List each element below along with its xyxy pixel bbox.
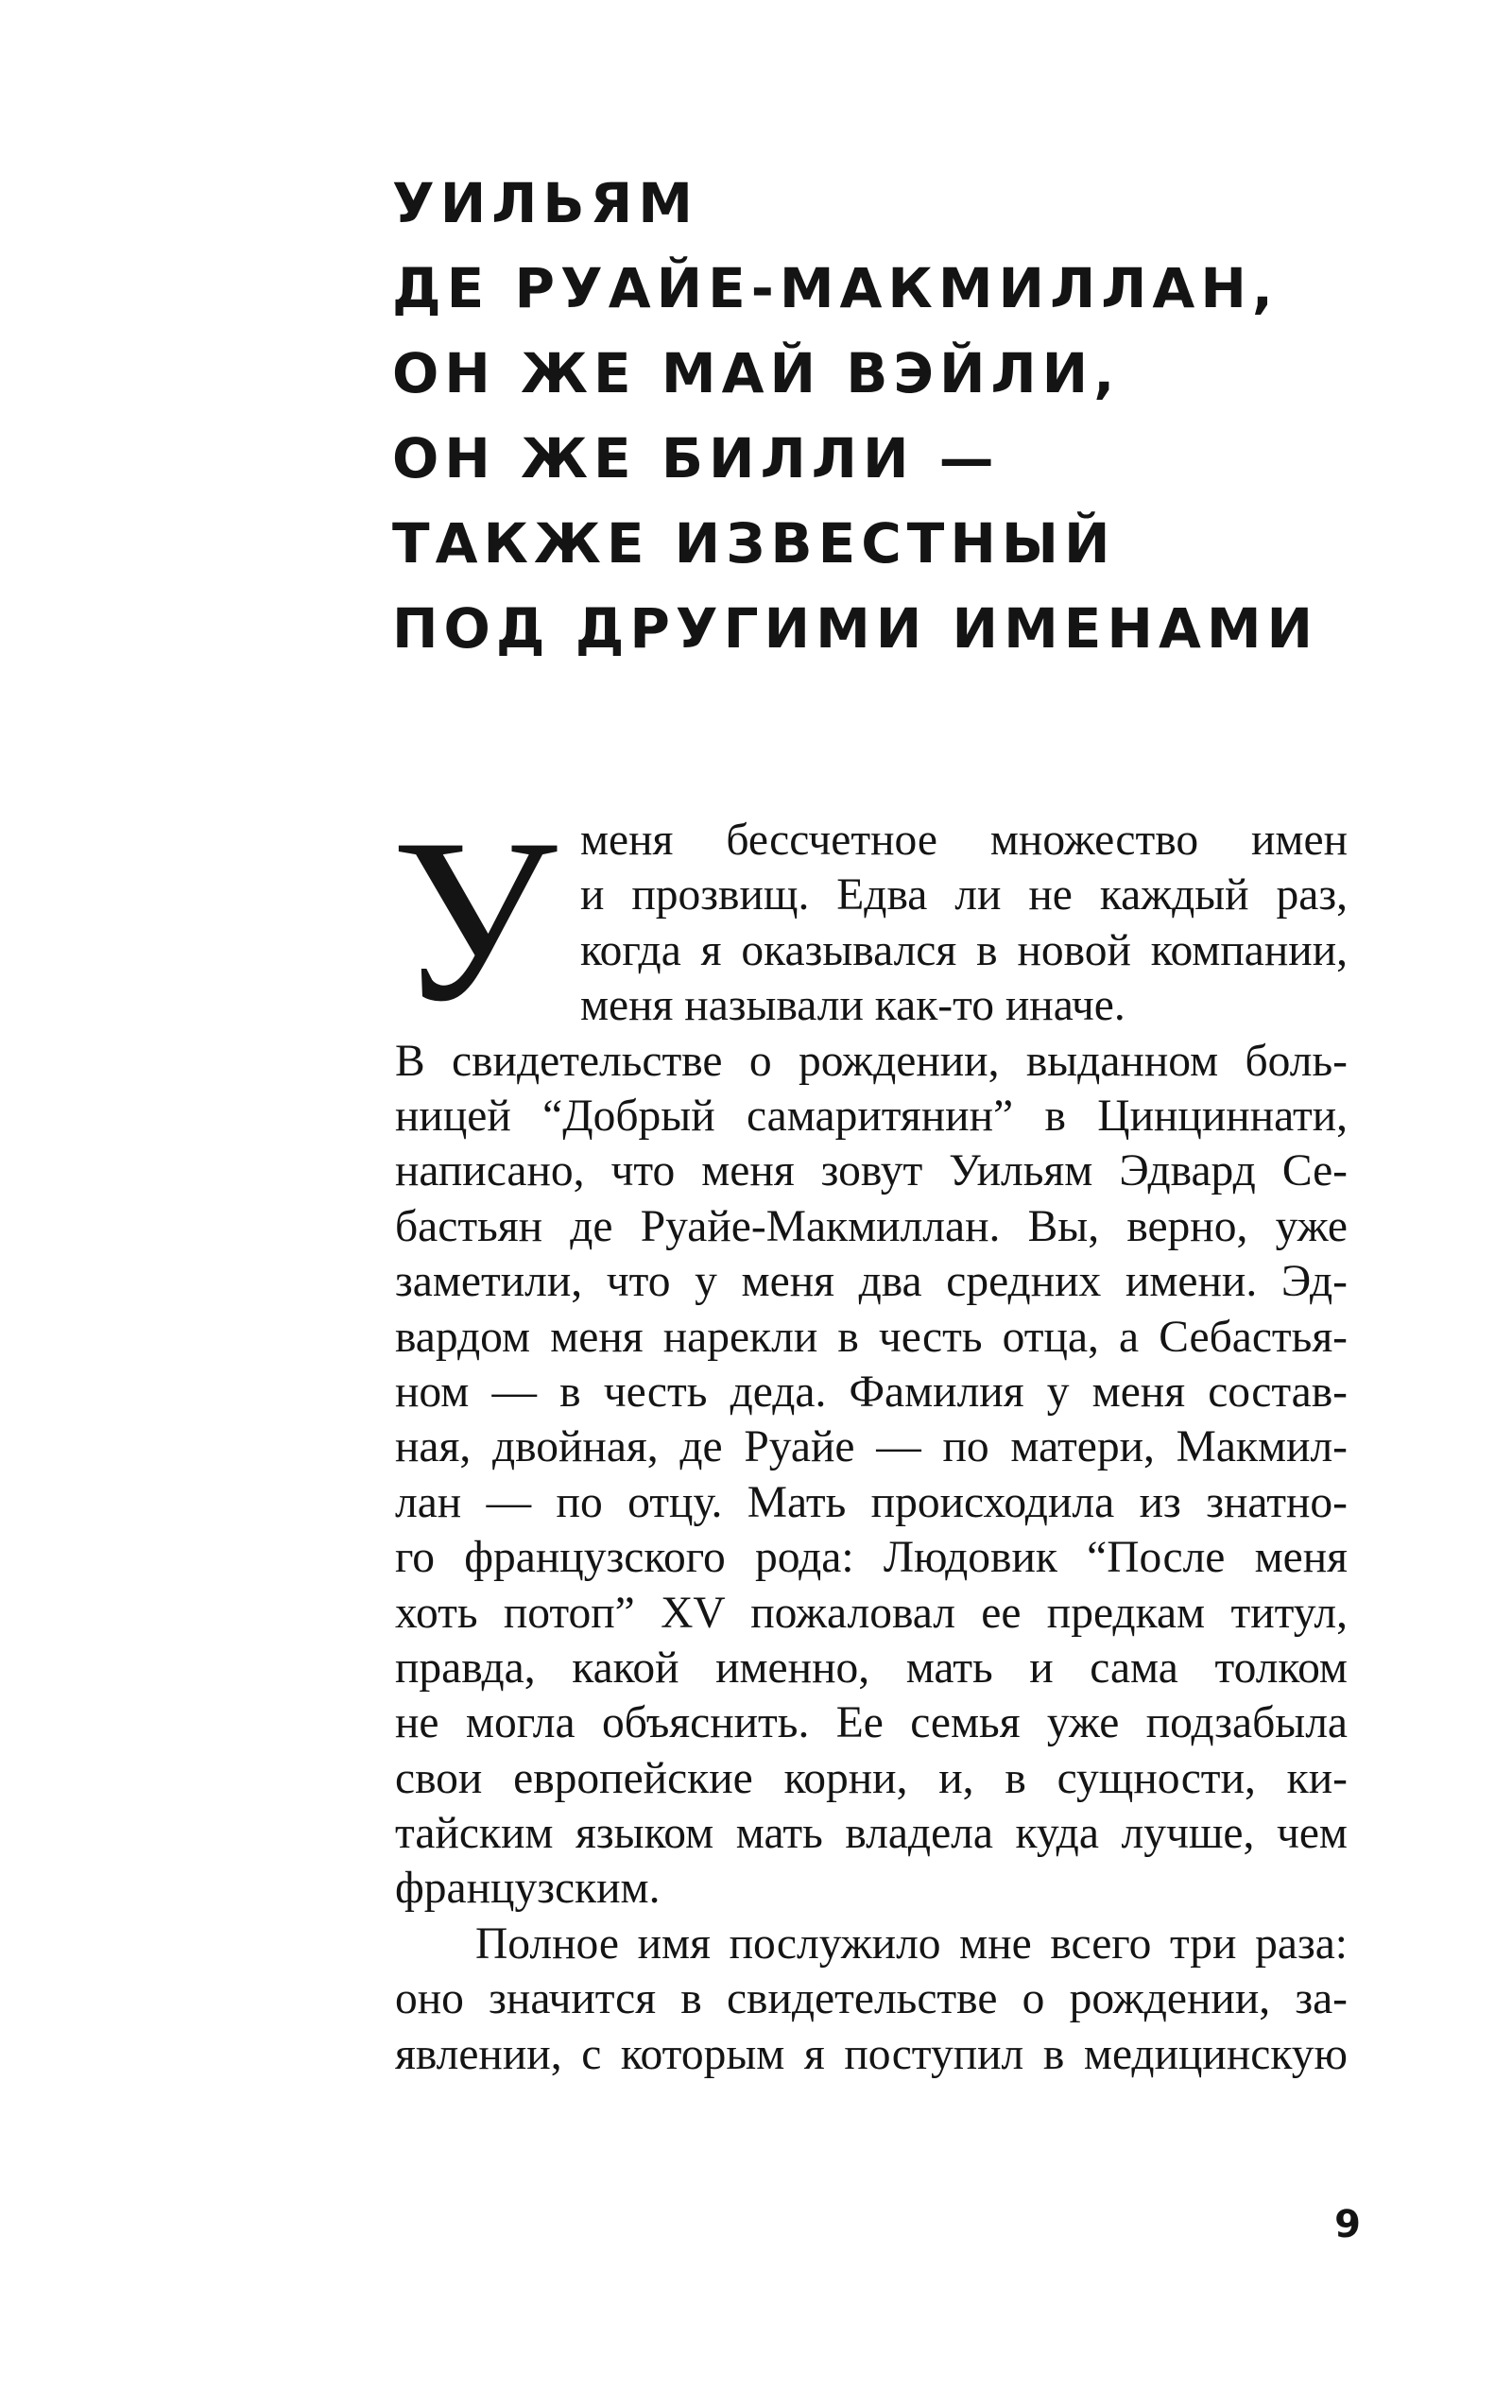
chapter-title-line: ОН ЖЕ МАЙ ВЭЙЛИ,	[392, 341, 1121, 405]
text-line: когда я оказывался в новой компании,	[580, 925, 1348, 975]
chapter-title-line: ОН ЖЕ БИЛЛИ —	[392, 426, 1000, 490]
text-line: лан — по отцу. Мать происходила из знатно-	[395, 1477, 1348, 1527]
text-line: французским.	[395, 1864, 661, 1914]
text-line: вардом меня нарекли в честь отца, а Себастья-	[395, 1312, 1348, 1362]
text-line: заметили, что у меня два средних имени. Эд-	[395, 1257, 1348, 1307]
chapter-title-line: ПОД ДРУГИМИ ИМЕНАМИ	[392, 596, 1319, 661]
drop-cap: У	[391, 790, 558, 1050]
page-number: 9	[1334, 2203, 1361, 2246]
text-line: не могла объяснить. Ее семья уже подзабыла	[395, 1698, 1348, 1748]
text-line: ном — в честь деда. Фамилия у меня состав-	[395, 1367, 1348, 1417]
text-line: свои европейские корни, и, в сущности, ки-	[395, 1753, 1348, 1803]
opening-paragraph	[391, 790, 1348, 1050]
chapter-title-line: ДЕ РУАЙЕ-МАКМИЛЛАН,	[392, 256, 1279, 320]
text-line: оно значится в свидетельстве о рождении, за-	[395, 1974, 1348, 2024]
text-line: явлении, с которым я поступил в медицинскую	[395, 2029, 1348, 2079]
chapter-title-line: ТАКЖЕ ИЗВЕСТНЫЙ	[392, 511, 1116, 576]
text-line: В свидетельстве о рождении, выданном боль-	[395, 1036, 1348, 1086]
text-line: Полное имя послужило мне всего три раза:	[475, 1918, 1348, 1969]
text-line: правда, какой именно, мать и сама толком	[395, 1643, 1348, 1693]
text-line: бастьян де Руайе-Макмиллан. Вы, верно, уже	[395, 1201, 1348, 1251]
text-line: написано, что меня зовут Уильям Эдвард Се-	[395, 1146, 1348, 1196]
paragraph-2	[395, 1917, 1348, 2082]
paragraph-1	[395, 1034, 1348, 1917]
text-line: ницей “Добрый самаритянин” в Цинциннати,	[395, 1091, 1348, 1141]
text-line: ная, двойная, де Руайе — по матери, Макмил-	[395, 1422, 1348, 1472]
text-line: меня бессчетное множество имен	[580, 816, 1348, 865]
drop-cap-lines	[580, 813, 1348, 1034]
text-line: меня называли как-то иначе.	[580, 981, 1125, 1031]
text-line: хоть потоп” XV пожаловал ее предкам титул,	[395, 1588, 1348, 1638]
body-text	[391, 790, 1348, 2082]
chapter-title	[392, 161, 1432, 671]
text-line: тайским языком мать владела куда лучше, чем	[395, 1809, 1348, 1859]
text-line: го французского рода: Людовик “После меня	[395, 1533, 1348, 1583]
text-line: и прозвищ. Едва ли не каждый раз,	[580, 870, 1348, 920]
chapter-title-line: УИЛЬЯМ	[392, 171, 699, 235]
